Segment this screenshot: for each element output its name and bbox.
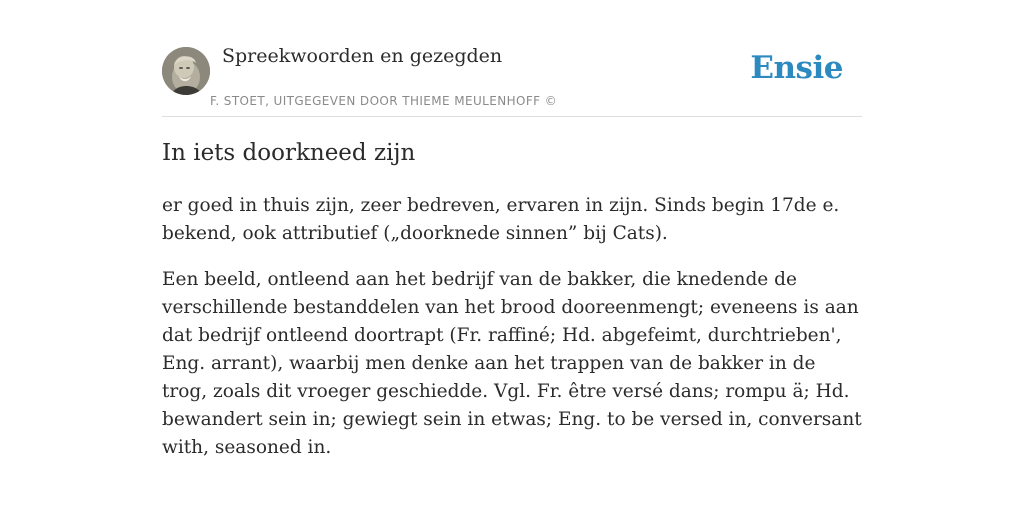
author-portrait-icon xyxy=(162,47,210,95)
book-title[interactable]: Spreekwoorden en gezegden xyxy=(222,45,503,67)
ensie-logo[interactable]: Ensie xyxy=(750,50,843,86)
source-header xyxy=(162,0,862,117)
entry-paragraph: Een beeld, ontleend aan het bedrijf van de bakker, die knedende de verschillende bestanddelen van het brood dooreenmengt; eveneens is aan dat bedrijf ontleend doortrapt (Fr. raffiné; Hd. abgefeimt, durchtrieben', Eng. arrant), waarbij men denke aan het trappen van de bakker in de trog, zoals dit vroeger geschiedde. Vgl. Fr. être versé dans; rompu ä; Hd. bewandert sein in; gewiegt sein in etwas; Eng. to be versed in, conversant with, seasoned in. xyxy=(162,269,862,458)
book-byline: F. STOET, UITGEGEVEN DOOR THIEME MEULENHOFF © xyxy=(210,94,558,108)
entry-page xyxy=(162,0,862,512)
author-avatar[interactable] xyxy=(162,47,210,95)
entry-title: In iets doorkneed zijn xyxy=(162,140,416,166)
entry-paragraph: er goed in thuis zijn, zeer bedreven, ervaren in zijn. Sinds begin 17de e. bekend, ook attributief („doorknede sinnen” bij Cats). xyxy=(162,195,840,244)
